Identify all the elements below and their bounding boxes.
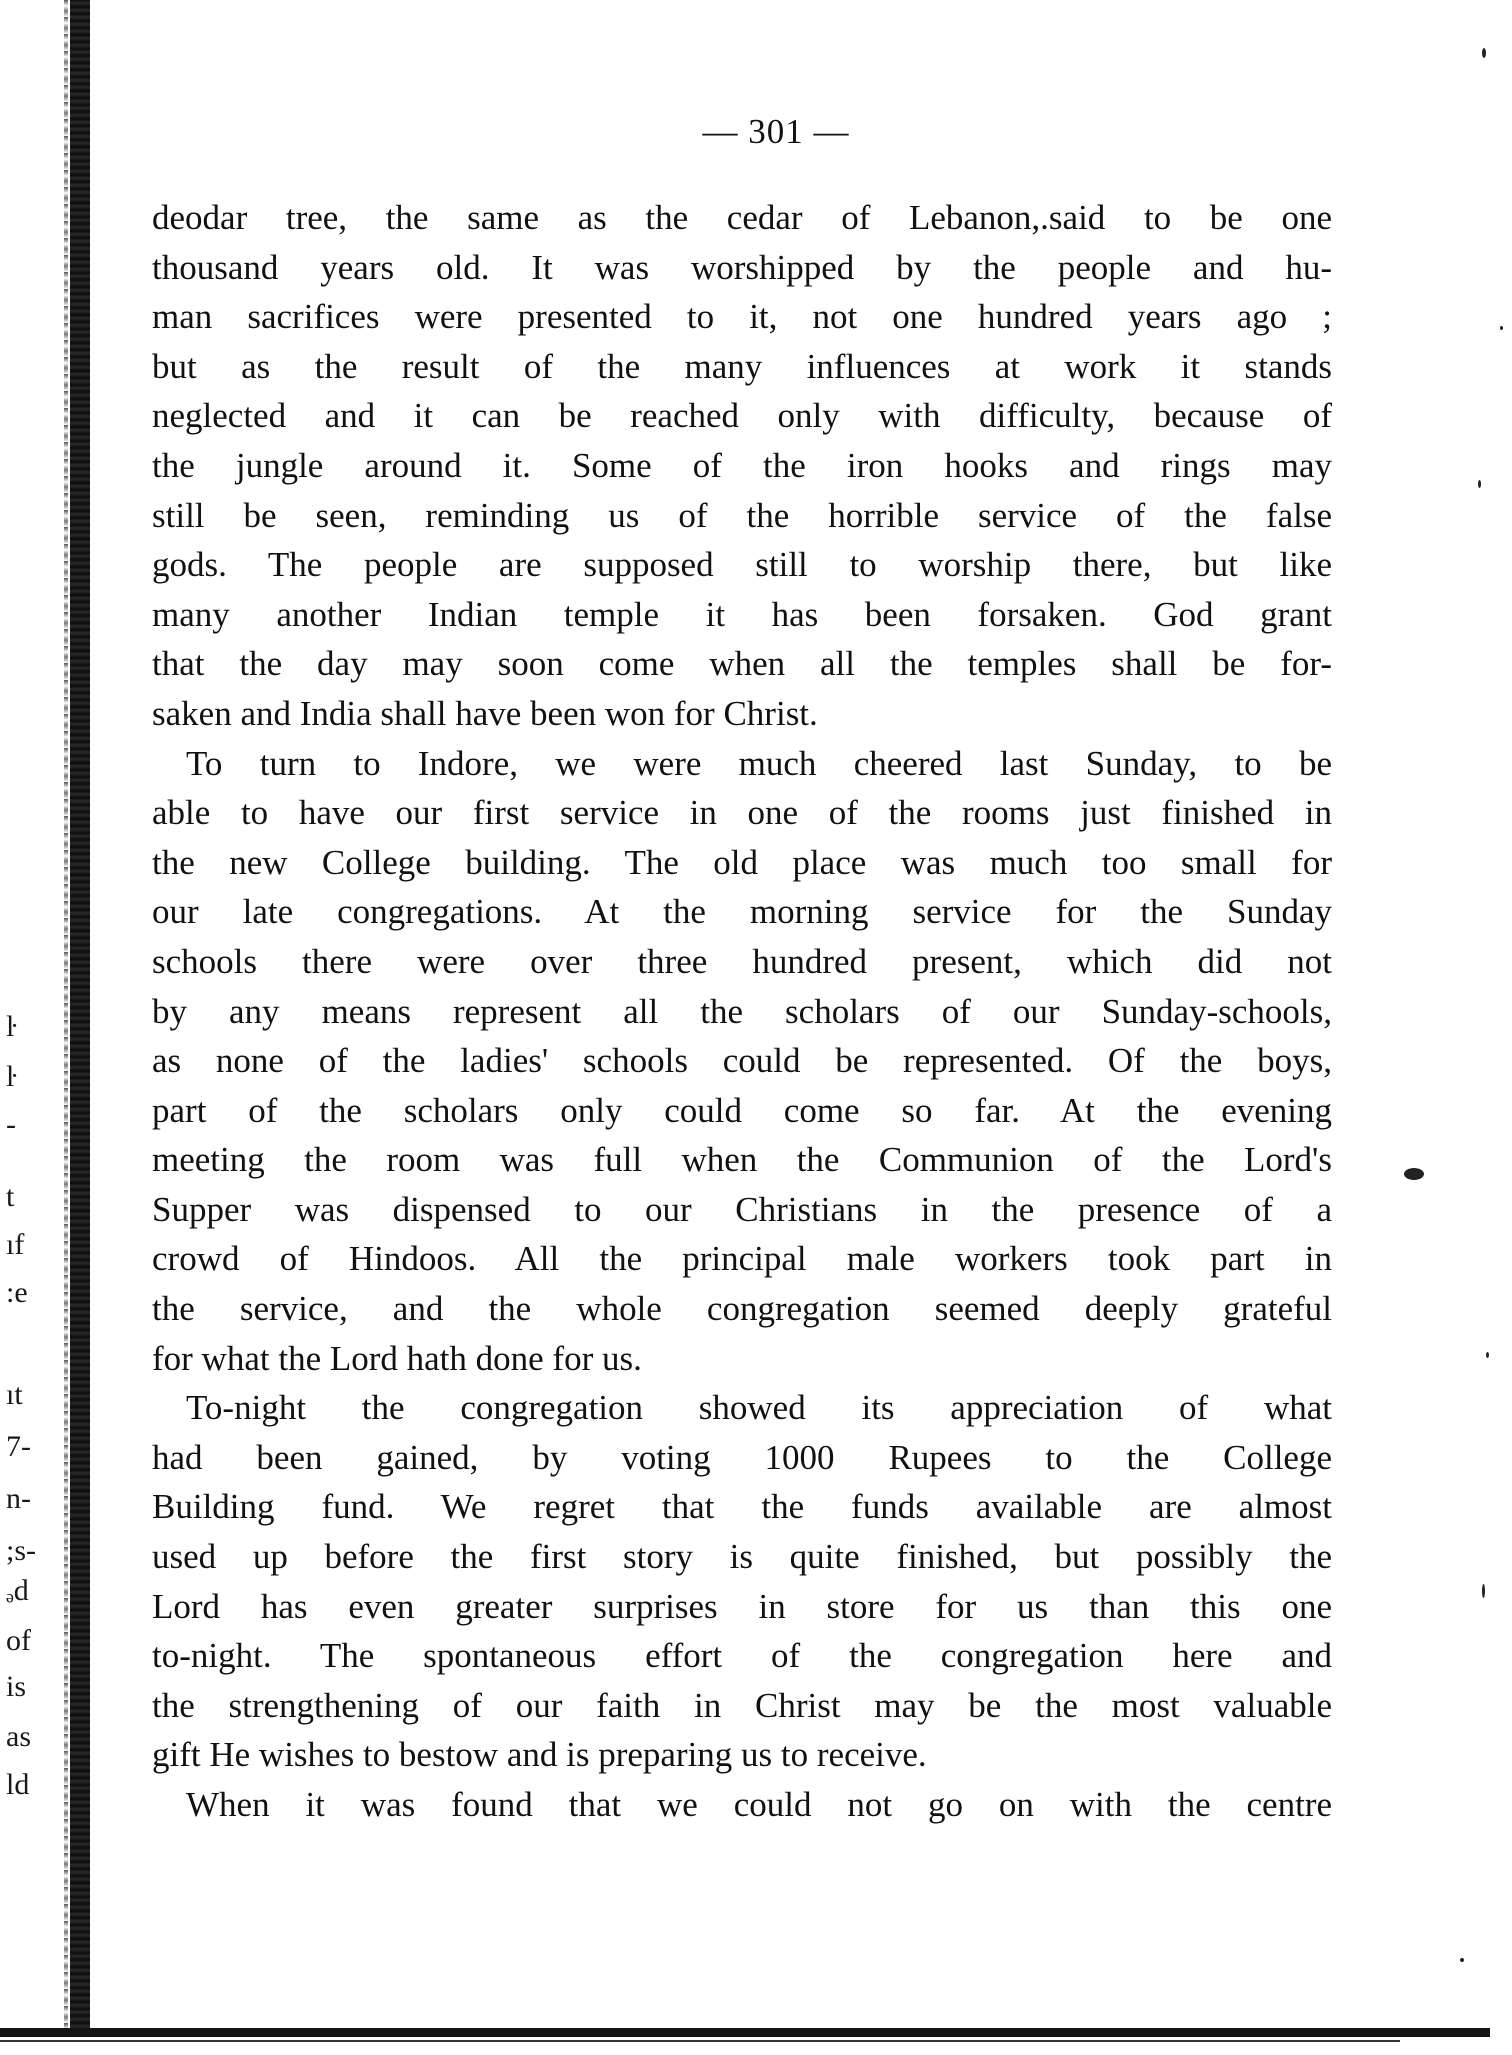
paragraph <box>152 1383 1332 1780</box>
scan-speck <box>1500 326 1503 330</box>
text-line: as none of the ladies' schools could be represented. Of the boys, <box>152 1041 1332 1081</box>
text-line: saken and India shall have been won for Christ. <box>152 693 818 733</box>
text-line: for what the Lord hath done for us. <box>152 1338 642 1378</box>
text-line: deodar tree, the same as the cedar of Lebanon,.said to be one <box>152 198 1332 237</box>
page-number <box>0 112 1512 152</box>
margin-fragment: :e <box>6 1276 28 1309</box>
text-line: To-night the congregation showed its appreciation of what <box>186 1388 1332 1428</box>
text-line: man sacrifices were presented to it, not one hundred years ago ; <box>152 297 1332 337</box>
text-line: our late congregations. At the morning service for the Sunday <box>152 892 1332 932</box>
text-line: that the day may soon come when all the temples shall be for- <box>152 644 1332 684</box>
text-line: part of the scholars only could come so far. At the evening <box>152 1090 1332 1130</box>
margin-fragment: ;s- <box>6 1534 36 1567</box>
text-line: the strengthening of our faith in Christ may be the most valuable <box>152 1685 1332 1725</box>
scan-speck <box>1460 1958 1464 1962</box>
text-line: thousand years old. It was worshipped by the people and hu- <box>152 247 1332 287</box>
margin-fragment: - <box>6 1108 16 1141</box>
scan-speck <box>1482 1584 1485 1598</box>
paragraph <box>152 1780 1332 1830</box>
text-line: meeting the room was full when the Communion of the Lord's <box>152 1140 1332 1180</box>
text-line: Supper was dispensed to our Christians in the presence of a <box>152 1189 1332 1229</box>
text-line: gift He wishes to bestow and is preparing us to receive. <box>152 1735 927 1775</box>
margin-fragment: ld <box>6 1768 30 1801</box>
text-line: many another Indian temple it has been forsaken. God grant <box>152 594 1332 634</box>
text-line: To turn to Indore, we were much cheered last Sunday, to be <box>186 743 1332 783</box>
scan-speck <box>1478 480 1481 488</box>
body-text <box>152 193 1332 1830</box>
text-line: the jungle around it. Some of the iron hooks and rings may <box>152 445 1332 485</box>
text-line: Building fund. We regret that the funds available are almost <box>152 1487 1332 1527</box>
binding-edge <box>64 0 68 2030</box>
paragraph <box>152 193 1332 739</box>
text-line: to-night. The spontaneous effort of the congregation here and <box>152 1636 1332 1676</box>
text-line: the new College building. The old place was much too small for <box>152 842 1332 882</box>
facing-page-fragments <box>6 0 58 2000</box>
text-line: crowd of Hindoos. All the principal male workers took part in <box>152 1239 1332 1279</box>
text-line: the service, and the whole congregation seemed deeply grateful <box>152 1289 1332 1329</box>
scan-speck <box>1482 48 1486 58</box>
margin-fragment: ₔd <box>6 1574 29 1607</box>
text-line: When it was found that we could not go on with the centre <box>186 1785 1332 1824</box>
margin-fragment: 7- <box>6 1430 31 1463</box>
margin-fragment: of <box>6 1624 31 1657</box>
bottom-scan-edge <box>0 2028 1490 2037</box>
margin-fragment: n- <box>6 1482 31 1515</box>
margin-fragment: ŀ <box>6 1010 17 1043</box>
text-line: Lord has even greater surprises in store for us than this one <box>152 1586 1332 1626</box>
binding-gutter <box>70 0 90 2030</box>
text-line: schools there were over three hundred present, which did not <box>152 941 1332 981</box>
margin-fragment: ıf <box>6 1228 25 1261</box>
text-line: still be seen, reminding us of the horrible service of the false <box>152 495 1332 535</box>
text-line: but as the result of the many influences at work it stands <box>152 346 1332 386</box>
paragraph <box>152 739 1332 1384</box>
text-line: by any means represent all the scholars of our Sunday-schools, <box>152 991 1332 1031</box>
margin-fragment: ıt <box>6 1378 23 1411</box>
text-line: neglected and it can be reached only with difficulty, because of <box>152 396 1332 436</box>
margin-fragment: is <box>6 1670 27 1703</box>
text-line: gods. The people are supposed still to worship there, but like <box>152 545 1332 585</box>
text-line: used up before the first story is quite finished, but possibly the <box>152 1537 1332 1577</box>
margin-fragment: ŀ <box>6 1060 17 1093</box>
scan-speck <box>1486 1352 1489 1358</box>
margin-fragment: as <box>6 1720 31 1753</box>
text-line: able to have our first service in one of the rooms just finished in <box>152 793 1332 833</box>
margin-fragment: t <box>6 1180 15 1213</box>
page-number-text: — 301 — <box>702 112 850 151</box>
bottom-scan-edge-light <box>0 2040 1400 2042</box>
scan-speck <box>1404 1168 1424 1180</box>
text-line: had been gained, by voting 1000 Rupees to the College <box>152 1437 1332 1477</box>
